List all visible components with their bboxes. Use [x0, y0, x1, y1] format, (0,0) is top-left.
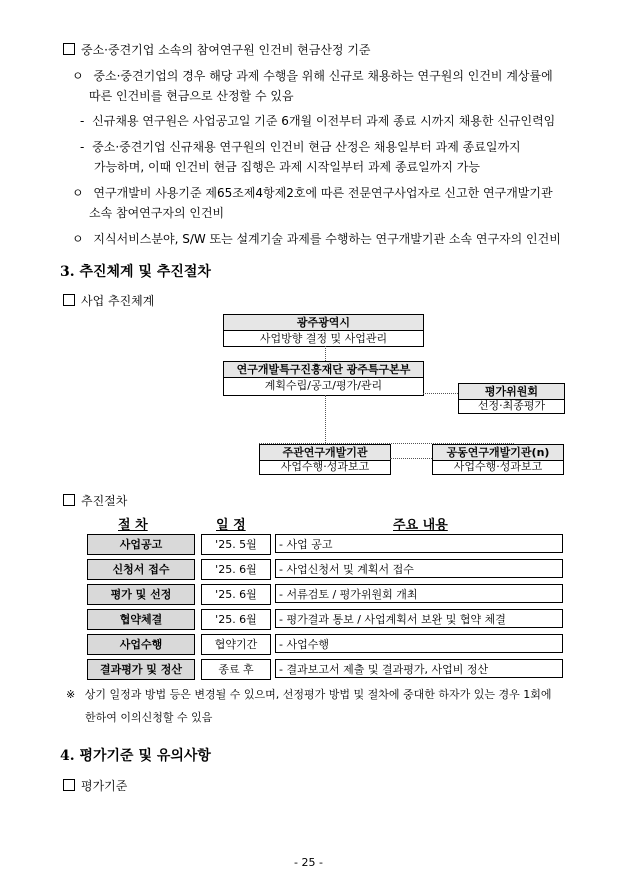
step-cell: 평가 및 선정	[87, 584, 195, 605]
step-cell: 사업공고	[87, 534, 195, 555]
org-box-city	[223, 314, 424, 347]
date-cell: '25. 6월	[201, 609, 271, 630]
org-main-sub: 사업수행·성과보고	[280, 460, 370, 473]
circle-bullet: ㅇ	[72, 186, 84, 200]
checkbox-square-icon	[63, 779, 75, 791]
content-line-1	[63, 41, 371, 58]
desc-cell: - 평가결과 통보 / 사업계획서 보완 및 협약 체결	[275, 609, 563, 628]
system-label-text: 사업 추진체계	[81, 294, 155, 308]
content-line-6	[72, 230, 561, 247]
content-line-5b: 소속 참여연구자의 인건비	[89, 206, 225, 220]
connector-line	[423, 393, 458, 394]
table-header-date: 일 정	[216, 518, 246, 533]
desc-cell: - 서류검토 / 평가위원회 개최	[275, 584, 563, 603]
step-cell: 사업수행	[87, 634, 195, 655]
desc-cell: - 사업신청서 및 계획서 접수	[275, 559, 563, 578]
table-header-step: 절 차	[118, 518, 148, 533]
system-label	[63, 292, 154, 309]
connector-line	[325, 395, 326, 443]
dash-bullet: -	[80, 140, 85, 154]
org-foundation-sub: 계획수립/공고/평가/관리	[264, 379, 383, 392]
section-4-heading: 4. 평가기준 및 유의사항	[60, 748, 211, 764]
date-cell: 협약기간	[201, 634, 271, 655]
content-line-5a-text: 연구개발비 사용기준 제65조제4항제2호에 따른 전문연구사업자로 신고한 연구개발기관	[93, 186, 553, 200]
dash-bullet: -	[80, 114, 85, 128]
page-number: - 25 -	[294, 856, 323, 869]
org-box-committee	[458, 383, 565, 414]
note-line-1	[66, 686, 551, 702]
content-line-2	[72, 67, 553, 84]
content-line-1-text: 중소·중견기업 소속의 참여연구원 인건비 현금산정 기준	[81, 43, 371, 57]
org-box-main	[259, 444, 391, 475]
checkbox-square-icon	[63, 294, 75, 306]
note-line-1-text: 상기 일정과 방법 등은 변경될 수 있으며, 선정평가 방법 및 절차에 중대한 하자가 있는 경우 1회에	[84, 688, 552, 701]
checkbox-square-icon	[63, 494, 75, 506]
org-main-title: 주관연구개발기관	[260, 445, 390, 461]
content-line-6-text: 지식서비스분야, S/W 또는 설계기술 과제를 수행하는 연구개발기관 소속 연구자의 인건비	[93, 232, 561, 246]
criteria-label-text: 평가기준	[81, 779, 128, 793]
org-city-title: 광주광역시	[224, 315, 423, 331]
connector-line	[325, 346, 326, 361]
content-line-3	[80, 112, 555, 129]
circle-bullet: ㅇ	[72, 232, 84, 246]
content-line-2a-text: 중소·중견기업의 경우 해당 과제 수행을 위해 신규로 채용하는 연구원의 인건비 계상률에	[93, 69, 553, 83]
org-foundation-title: 연구개발특구진흥재단 광주특구본부	[224, 362, 423, 378]
step-cell: 신청서 접수	[87, 559, 195, 580]
checkbox-square-icon	[63, 43, 75, 55]
date-cell: '25. 6월	[201, 559, 271, 580]
org-committee-sub: 선정·최종평가	[477, 399, 546, 412]
procedure-label-text: 추진절차	[81, 494, 128, 508]
section-3-heading: 3. 추진체계 및 추진절차	[60, 264, 211, 280]
step-cell: 결과평가 및 정산	[87, 659, 195, 680]
content-line-5	[72, 184, 553, 201]
table-header-content: 주요 내용	[393, 518, 448, 533]
desc-cell: - 결과보고서 제출 및 결과평가, 사업비 정산	[275, 659, 563, 678]
org-box-joint	[432, 444, 564, 475]
desc-cell: - 사업 공고	[275, 534, 563, 553]
step-cell: 협약체결	[87, 609, 195, 630]
content-line-2b: 따른 인건비를 현금으로 산정할 수 있음	[89, 89, 294, 103]
note-mark: ※	[66, 688, 76, 701]
procedure-label	[63, 492, 127, 509]
desc-cell: - 사업수행	[275, 634, 563, 653]
criteria-label	[63, 777, 127, 794]
content-line-4b: 가능하며, 이때 인건비 현금 집행은 과제 시작일부터 과제 종료일까지 가능	[94, 160, 480, 174]
note-line-2: 한하여 이의신청할 수 있음	[85, 711, 213, 724]
content-line-3-text: 신규채용 연구원은 사업공고일 기준 6개월 이전부터 과제 종료 시까지 채용한 신규인력임	[92, 114, 556, 128]
date-cell: 종료 후	[201, 659, 271, 680]
org-joint-title: 공동연구개발기관(n)	[433, 445, 563, 461]
org-committee-title: 평가위원회	[459, 384, 564, 400]
org-box-foundation	[223, 361, 424, 396]
org-city-sub: 사업방향 결정 및 사업관리	[259, 332, 388, 345]
org-joint-sub: 사업수행·성과보고	[453, 460, 543, 473]
content-line-4	[80, 138, 521, 155]
content-line-4a-text: 중소·중견기업 신규채용 연구원의 인건비 현금 산정은 채용일부터 과제 종료일까지	[92, 140, 521, 154]
date-cell: '25. 5월	[201, 534, 271, 555]
circle-bullet: ㅇ	[72, 69, 84, 83]
date-cell: '25. 6월	[201, 584, 271, 605]
connector-line	[390, 458, 432, 459]
